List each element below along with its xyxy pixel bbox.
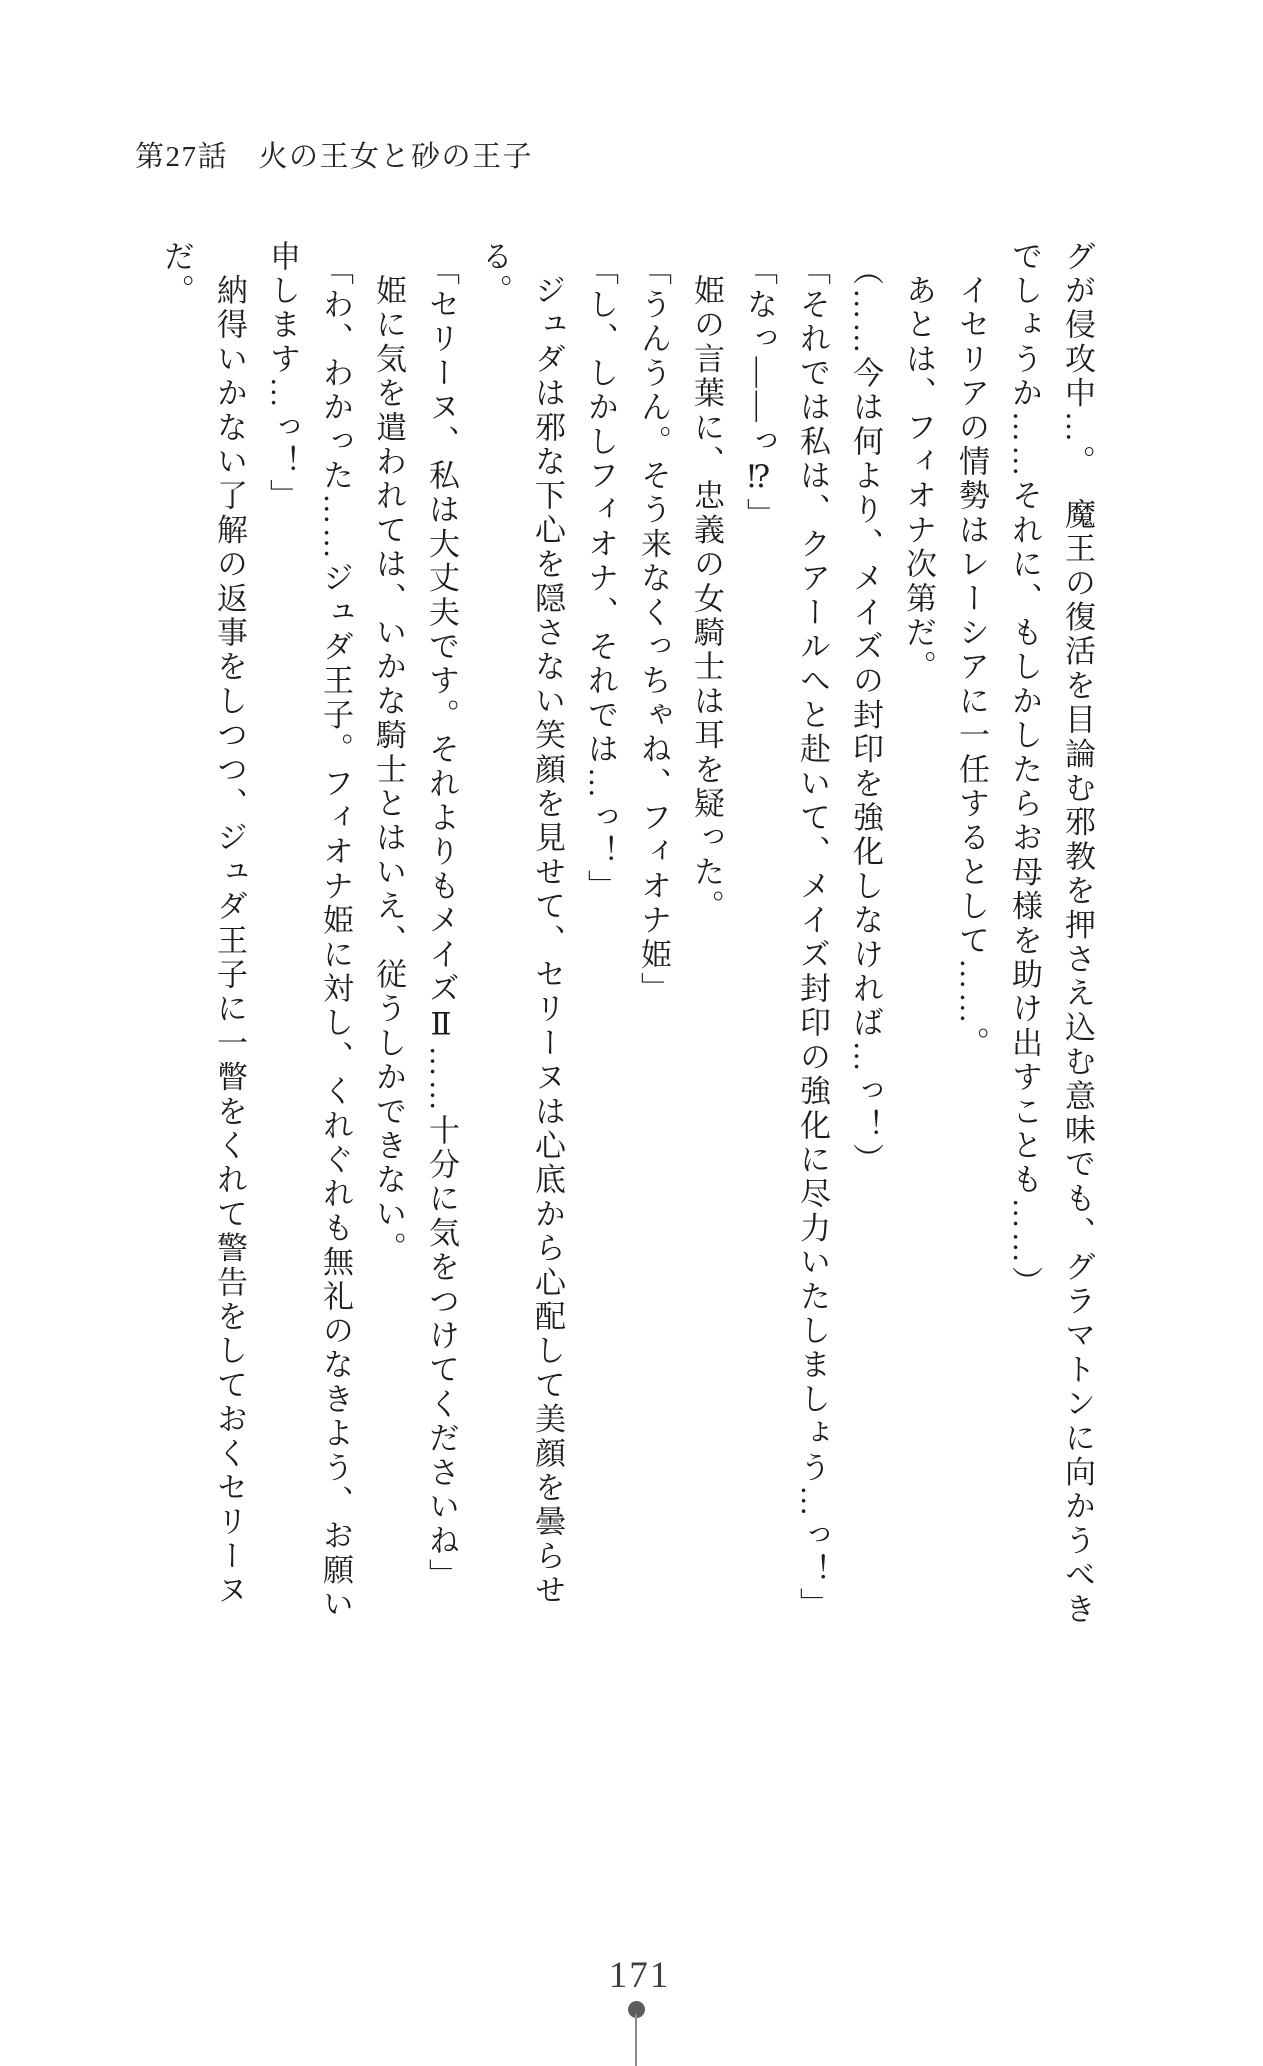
text-line: （……今は何より、メイズの封印を強化しなければ…っ！） (848, 253, 883, 1178)
text-line: 「うんうん。そう来なくっちゃね、フィオナ姫」 (636, 253, 671, 1007)
text-line: ジュダは邪な下心を隠さない笑顔を見せて、セリーヌは心底から心配して美顔を曇らせ (530, 240, 565, 1608)
text-line: 「セリーヌ、私は大丈夫です。それよりもメイズⅡ……十分に気をつけてくださいね」 (424, 253, 459, 1593)
text-line: 姫に気を遣われては、いかな騎士とはいえ、従うしかできない。 (371, 240, 406, 1266)
text-line: 申します…っ！」 (265, 240, 300, 514)
text-line: イセリアの情勢はレーシアに一任するとして……。 (954, 240, 989, 1061)
text-line: 納得いかない了解の返事をしつつ、ジュダ王子に一瞥をくれて警告をしておくセリーヌ (212, 240, 247, 1608)
text-line: でしょうか……それに、もしかしたらお母様を助け出すことも……） (1007, 240, 1042, 1301)
text-line: 姫の言葉に、忠義の女騎士は耳を疑った。 (689, 240, 724, 924)
text-line: グが侵攻中…。 魔王の復活を目論む邪教を押さえ込む意味でも、グラマトンに向かうべき (1060, 240, 1095, 1627)
bookmark-line (635, 2014, 637, 2066)
chapter-header: 第27話 火の王女と砂の王子 (135, 141, 534, 173)
text-line: 「し、しかしフィオナ、それでは…っ！」 (583, 253, 618, 904)
page-number: 171 (608, 1955, 671, 1996)
text-line: 「それでは私は、クアールへと赴いて、メイズ封印の強化に尽力いたしましょう…っ！」 (795, 253, 830, 1622)
body-text-block (150, 240, 1104, 1652)
text-line: 「なっ――っ⁉」 (742, 253, 777, 533)
text-line: 「わ、わかった……ジュダ王子。フィオナ姫に対し、くれぐれも無礼のなきよう、お願い (318, 253, 353, 1622)
text-line: だ。 (159, 240, 194, 309)
text-line: あとは、フィオナ次第だ。 (901, 240, 936, 685)
text-line: る。 (477, 240, 512, 309)
